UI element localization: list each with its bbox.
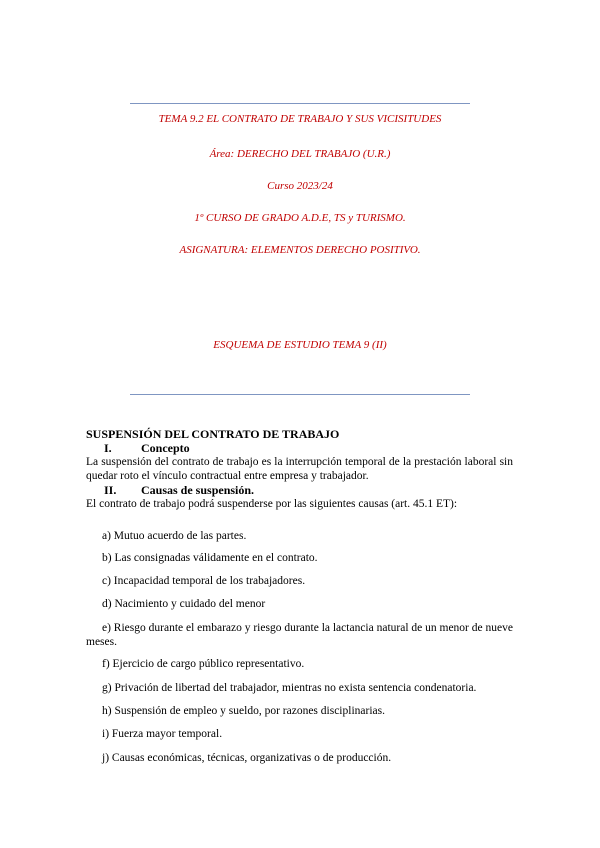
topic-title: TEMA 9.2 EL CONTRATO DE TRABAJO Y SUS VICISITUDES [158, 113, 442, 125]
concept-label: Concepto [141, 441, 190, 455]
causes-label: Causas de suspensión. [141, 483, 255, 497]
course-line: Curso 2023/24 [267, 180, 333, 192]
top-divider [130, 103, 470, 104]
list-item: a) Mutuo acuerdo de las partes. [102, 530, 247, 542]
list-item: j) Causas económicas, técnicas, organizativas o de producción. [102, 752, 392, 764]
list-item: d) Nacimiento y cuidado del menor [102, 598, 266, 610]
section-title: SUSPENSIÓN DEL CONTRATO DE TRABAJO [86, 427, 340, 441]
scheme-title: ESQUEMA DE ESTUDIO TEMA 9 (II) [213, 339, 387, 351]
causes-intro: El contrato de trabajo podrá suspenderse por las siguientes causas (art. 45.1 ET): [86, 498, 458, 510]
list-item: h) Suspensión de empleo y sueldo, por razones disciplinarias. [102, 705, 385, 717]
area-line: Área: DERECHO DEL TRABAJO (U.R.) [209, 148, 391, 160]
list-item: g) Privación de libertad del trabajador, mientras no exista sentencia condenatoria. [102, 682, 477, 694]
list-item: b) Las consignadas válidamente en el contrato. [102, 552, 318, 564]
subject-line: ASIGNATURA: ELEMENTOS DERECHO POSITIVO. [179, 244, 421, 256]
concept-number: I. [104, 441, 112, 455]
list-item: i) Fuerza mayor temporal. [102, 728, 223, 740]
concept-paragraph: La suspensión del contrato de trabajo es la interrupción temporal de la prestación laboral sin quedar roto el vínculo contractual entre empresa y trabajador. [86, 456, 513, 482]
causes-number: II. [104, 483, 117, 497]
list-item: e) Riesgo durante el embarazo y riesgo durante la lactancia natural de un menor de nueve meses. [86, 622, 513, 648]
bottom-divider [130, 394, 470, 395]
list-item: c) Incapacidad temporal de los trabajadores. [102, 575, 306, 587]
degree-line: 1º CURSO DE GRADO A.D.E, TS y TURISMO. [194, 212, 406, 224]
list-item: f) Ejercicio de cargo público representativo. [102, 658, 305, 670]
